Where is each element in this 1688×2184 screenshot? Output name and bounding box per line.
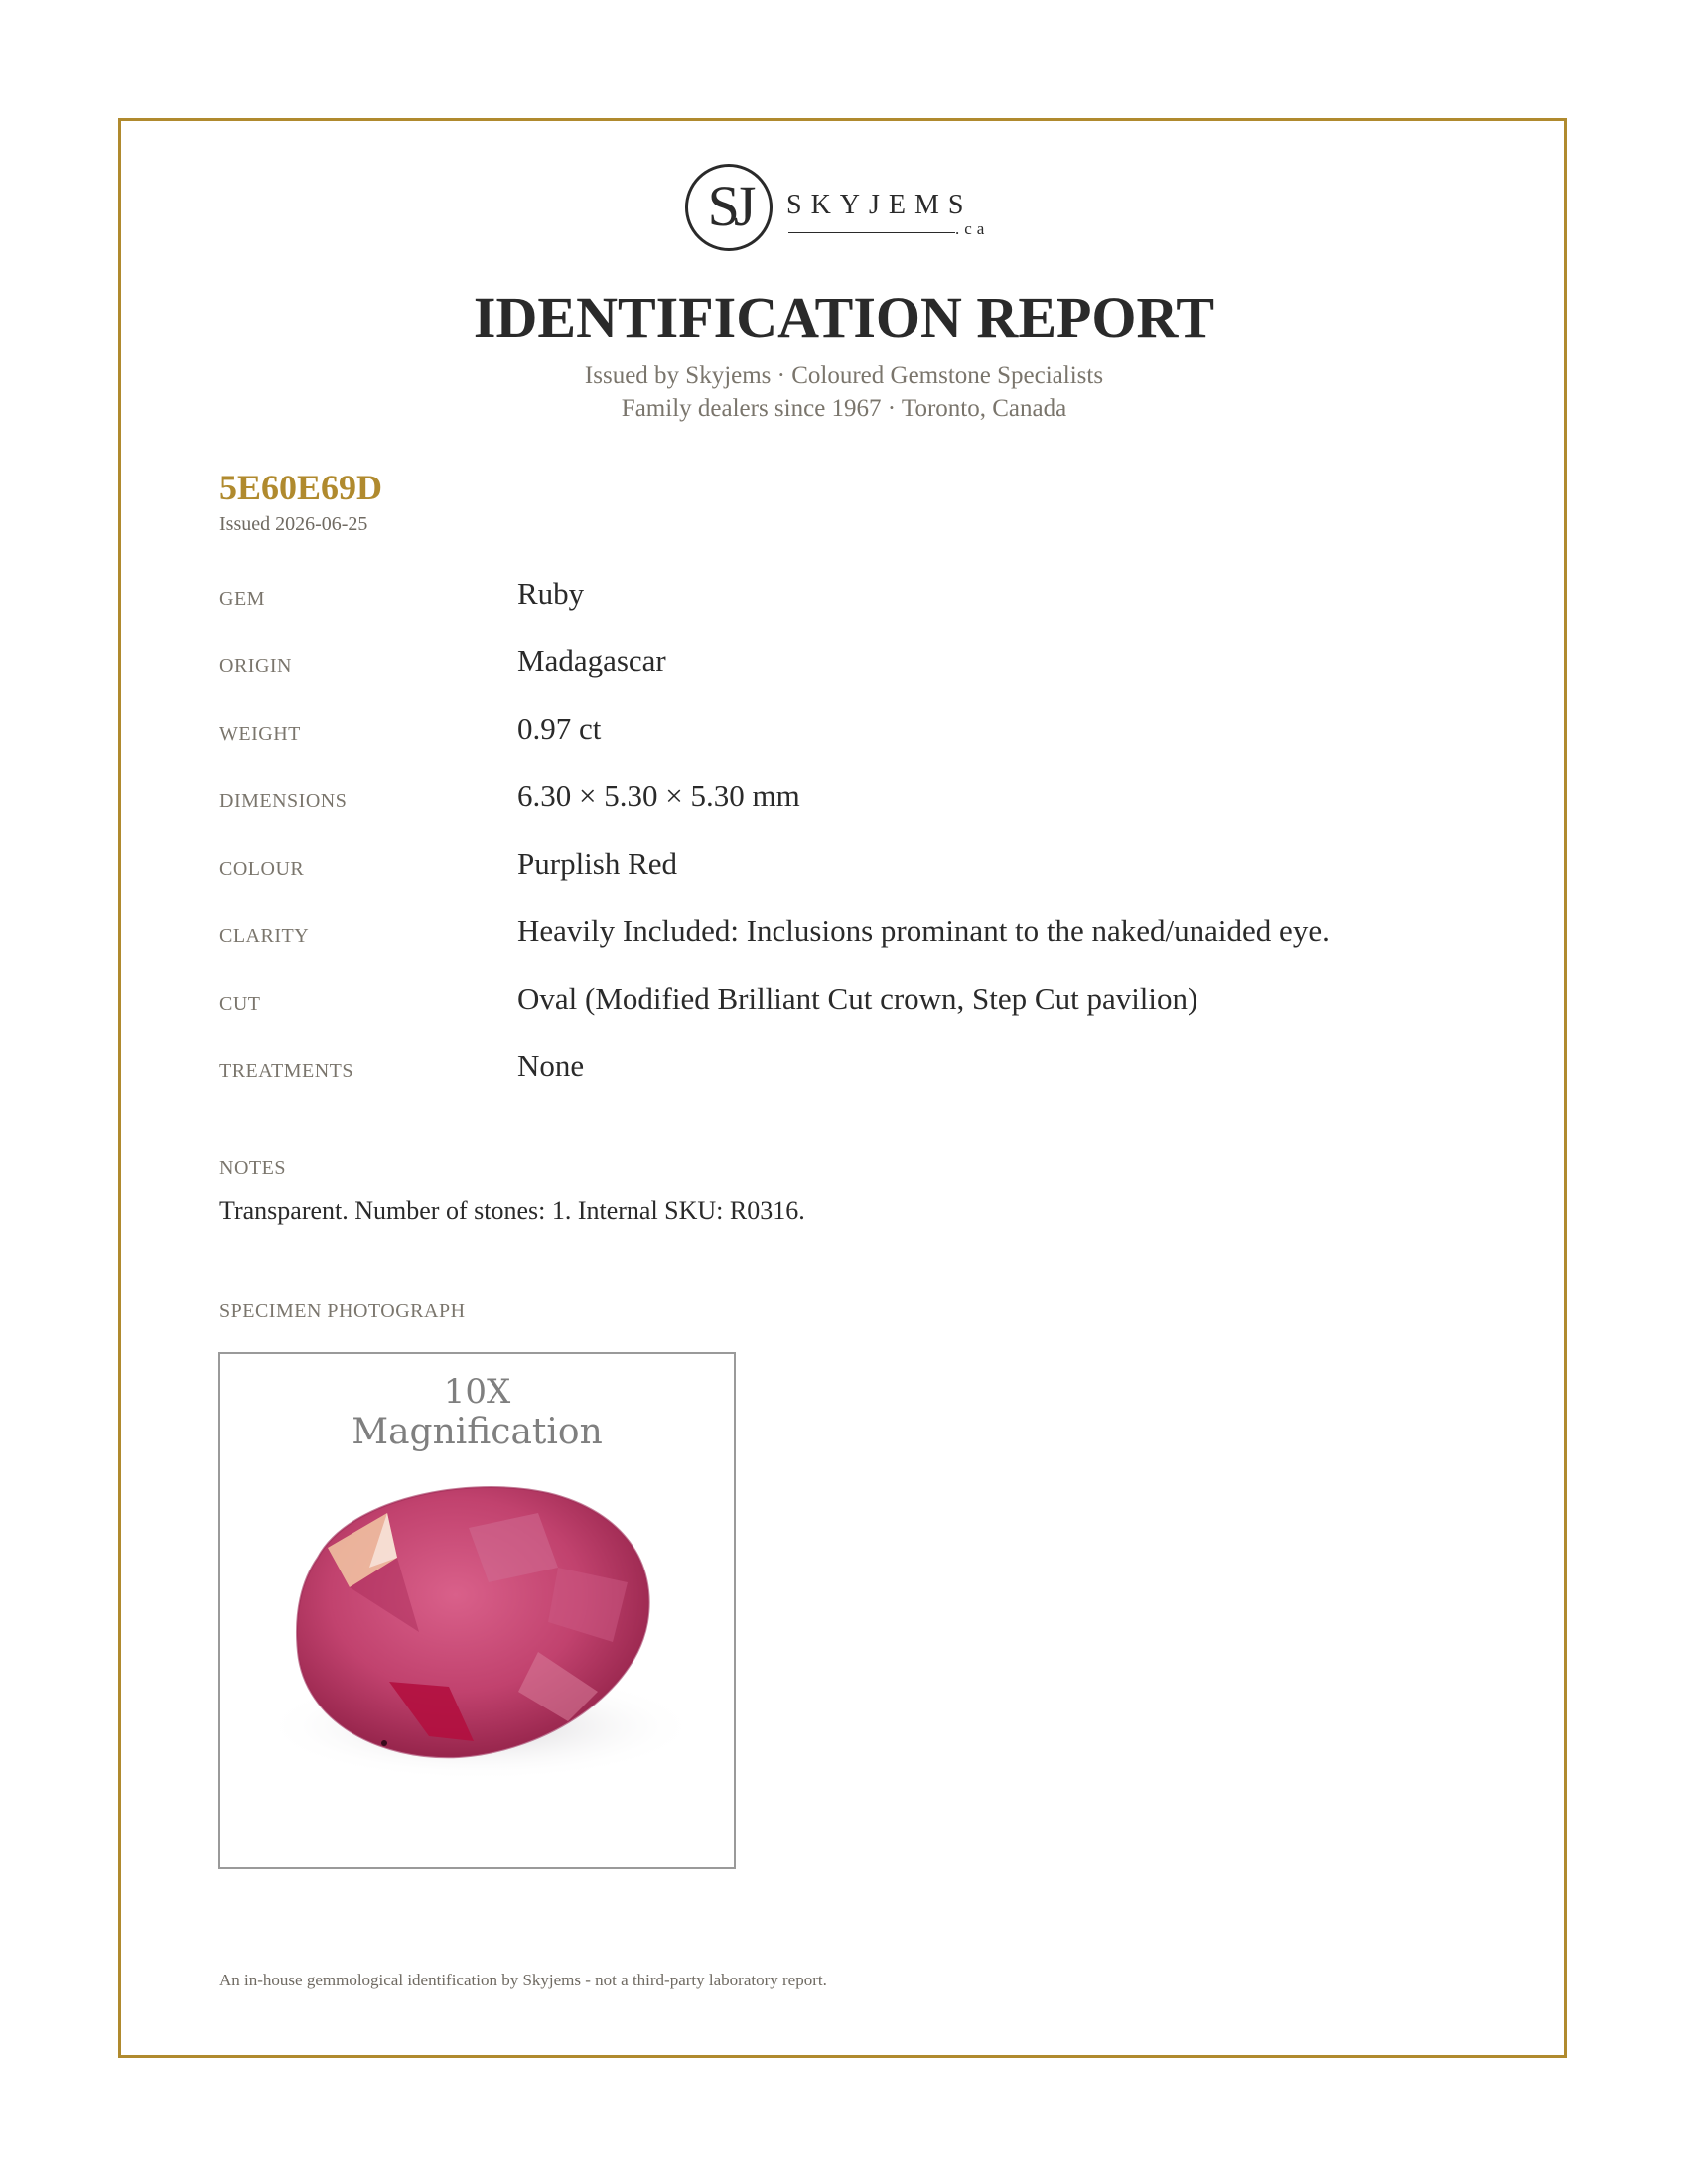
field-label-gem: GEM [219, 588, 265, 610]
issue-date: Issued 2026-06-25 [219, 513, 368, 535]
report-id: 5E60E69D [219, 468, 383, 507]
footer-disclaimer: An in-house gemmological identification by Skyjems - not a third-party laboratory report. [219, 1971, 827, 1989]
logo-underline [788, 232, 955, 233]
logo-monogram: SJ [707, 174, 751, 238]
field-value-clarity: Heavily Included: Inclusions prominant to the naked/unaided eye. [517, 913, 1330, 948]
brand-logo [685, 164, 1013, 263]
field-label-weight: WEIGHT [219, 723, 301, 745]
page-title: IDENTIFICATION REPORT [473, 285, 1215, 349]
field-value-weight: 0.97 ct [517, 711, 602, 746]
field-label-cut: CUT [219, 993, 261, 1015]
issuer-line: Issued by Skyjems · Coloured Gemstone Specialists [584, 362, 1104, 389]
field-value-treatments: None [517, 1048, 585, 1083]
magnification-value: 10X [443, 1372, 511, 1412]
logo-domain-suffix: .ca [955, 219, 990, 238]
issuer-location-line: Family dealers since 1967 · Toronto, Canada [621, 395, 1067, 422]
field-value-cut: Oval (Modified Brilliant Cut crown, Step Cut pavilion) [517, 981, 1198, 1016]
field-value-colour: Purplish Red [517, 846, 678, 881]
specimen-photograph [218, 1352, 736, 1869]
logo-wordmark: SKYJEMS [786, 190, 973, 220]
notes-text: Transparent. Number of stones: 1. Internal SKU: R0316. [219, 1196, 805, 1225]
field-label-dimensions: DIMENSIONS [219, 790, 348, 812]
field-label-treatments: TREATMENTS [219, 1060, 353, 1082]
field-value-origin: Madagascar [517, 643, 666, 678]
ruby-gem-image [220, 1354, 734, 1867]
magnification-label: Magnification [352, 1412, 603, 1452]
field-label-colour: COLOUR [219, 858, 305, 880]
field-value-gem: Ruby [517, 576, 585, 611]
field-label-origin: ORIGIN [219, 655, 292, 677]
field-value-dimensions: 6.30 × 5.30 × 5.30 mm [517, 778, 800, 813]
photo-section-label: SPECIMEN PHOTOGRAPH [219, 1300, 466, 1322]
field-label-clarity: CLARITY [219, 925, 310, 947]
notes-label: NOTES [219, 1158, 286, 1179]
